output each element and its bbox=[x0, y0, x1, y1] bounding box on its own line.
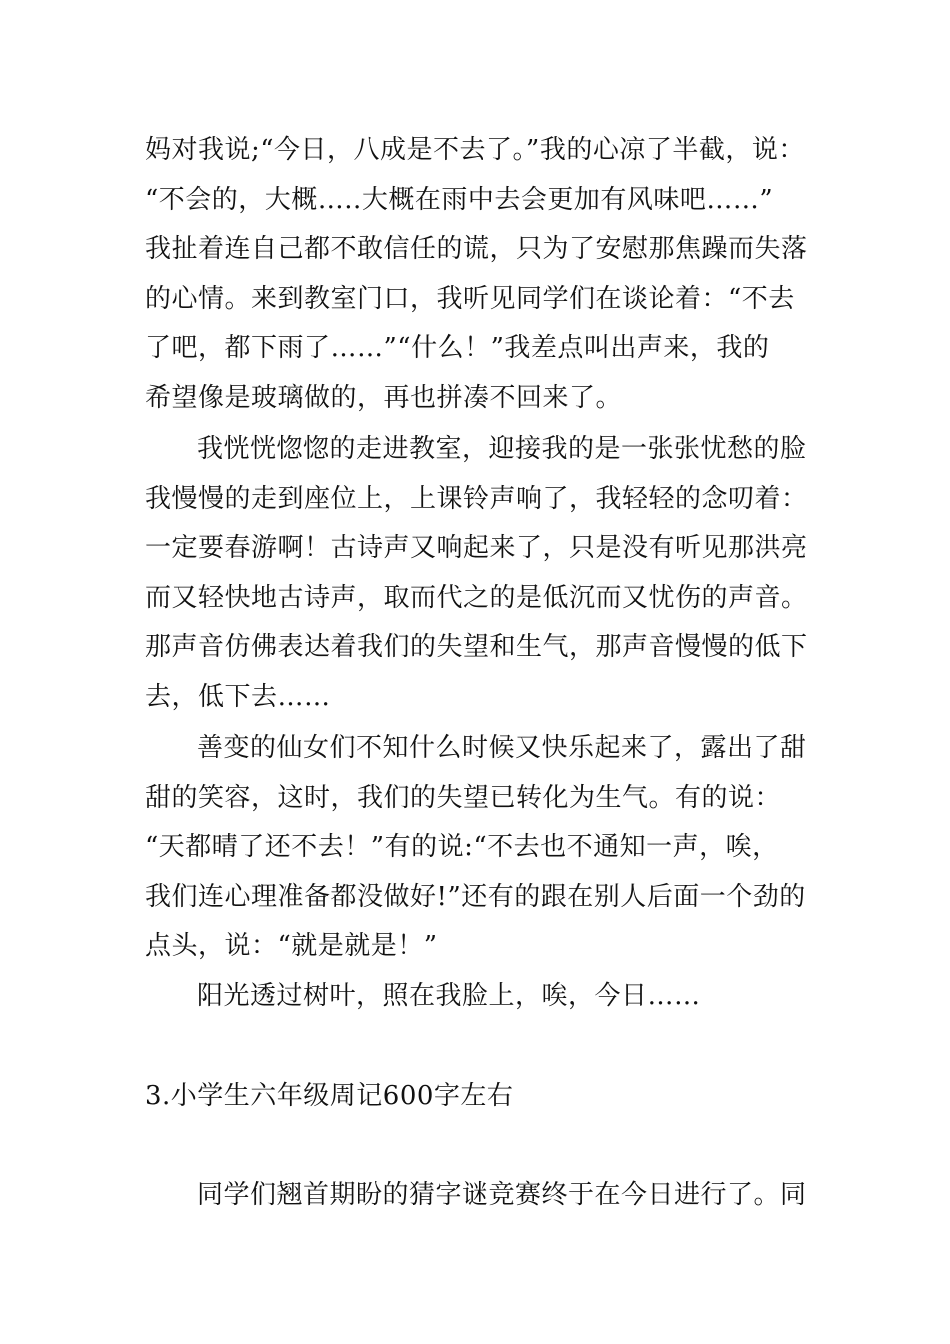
text-line: 甜的笑容，这时，我们的失望已转化为生气。有的说： bbox=[145, 783, 782, 813]
text-line: 的心情。来到教室门口，我听见同学们在谈论着：“不去 bbox=[145, 284, 795, 314]
paragraph-first-line: 我恍恍惚惚的走进教室，迎接我的是一张张忧愁的脸 bbox=[197, 434, 807, 464]
text-line: 而又轻快地古诗声，取而代之的是低沉而又忧伤的声音。 bbox=[145, 583, 808, 613]
text-line: 希望像是玻璃做的，再也拼凑不回来了。 bbox=[145, 383, 623, 413]
text-line: 妈对我说;“今日，八成是不去了。”我的心凉了半截，说： bbox=[145, 135, 805, 165]
text-line: 点头，说：“就是就是！” bbox=[145, 931, 438, 961]
paragraph-first-line: 同学们翘首期盼的猜字谜竞赛终于在今日进行了。同 bbox=[197, 1180, 807, 1210]
text-line: 我扯着连自己都不敢信任的谎，只为了安慰那焦躁而失落 bbox=[145, 234, 808, 264]
text-line: 了吧，都下雨了……”“什么！”我差点叫出声来，我的 bbox=[145, 333, 770, 363]
text-line: 去，低下去…… bbox=[145, 682, 331, 712]
text-line: 我慢慢的走到座位上，上课铃声响了，我轻轻的念叨着： bbox=[145, 484, 808, 514]
text-line: “天都晴了还不去！”有的说:“不去也不通知一声，唉， bbox=[145, 832, 779, 862]
text-line: 我们连心理准备都没做好!”还有的跟在别人后面一个劲的 bbox=[145, 882, 806, 912]
section-heading: 3.小学生六年级周记600字左右 bbox=[145, 1081, 514, 1111]
paragraph-first-line: 阳光透过树叶，照在我脸上，唉，今日…… bbox=[197, 981, 701, 1011]
text-line: 一定要春游啊！古诗声又响起来了，只是没有听见那洪亮 bbox=[145, 533, 808, 563]
text-line: “不会的，大概…..大概在雨中去会更加有风味吧……” bbox=[145, 185, 774, 215]
text-line: 那声音仿佛表达着我们的失望和生气，那声音慢慢的低下 bbox=[145, 632, 808, 662]
paragraph-first-line: 善变的仙女们不知什么时候又快乐起来了，露出了甜 bbox=[197, 733, 807, 763]
